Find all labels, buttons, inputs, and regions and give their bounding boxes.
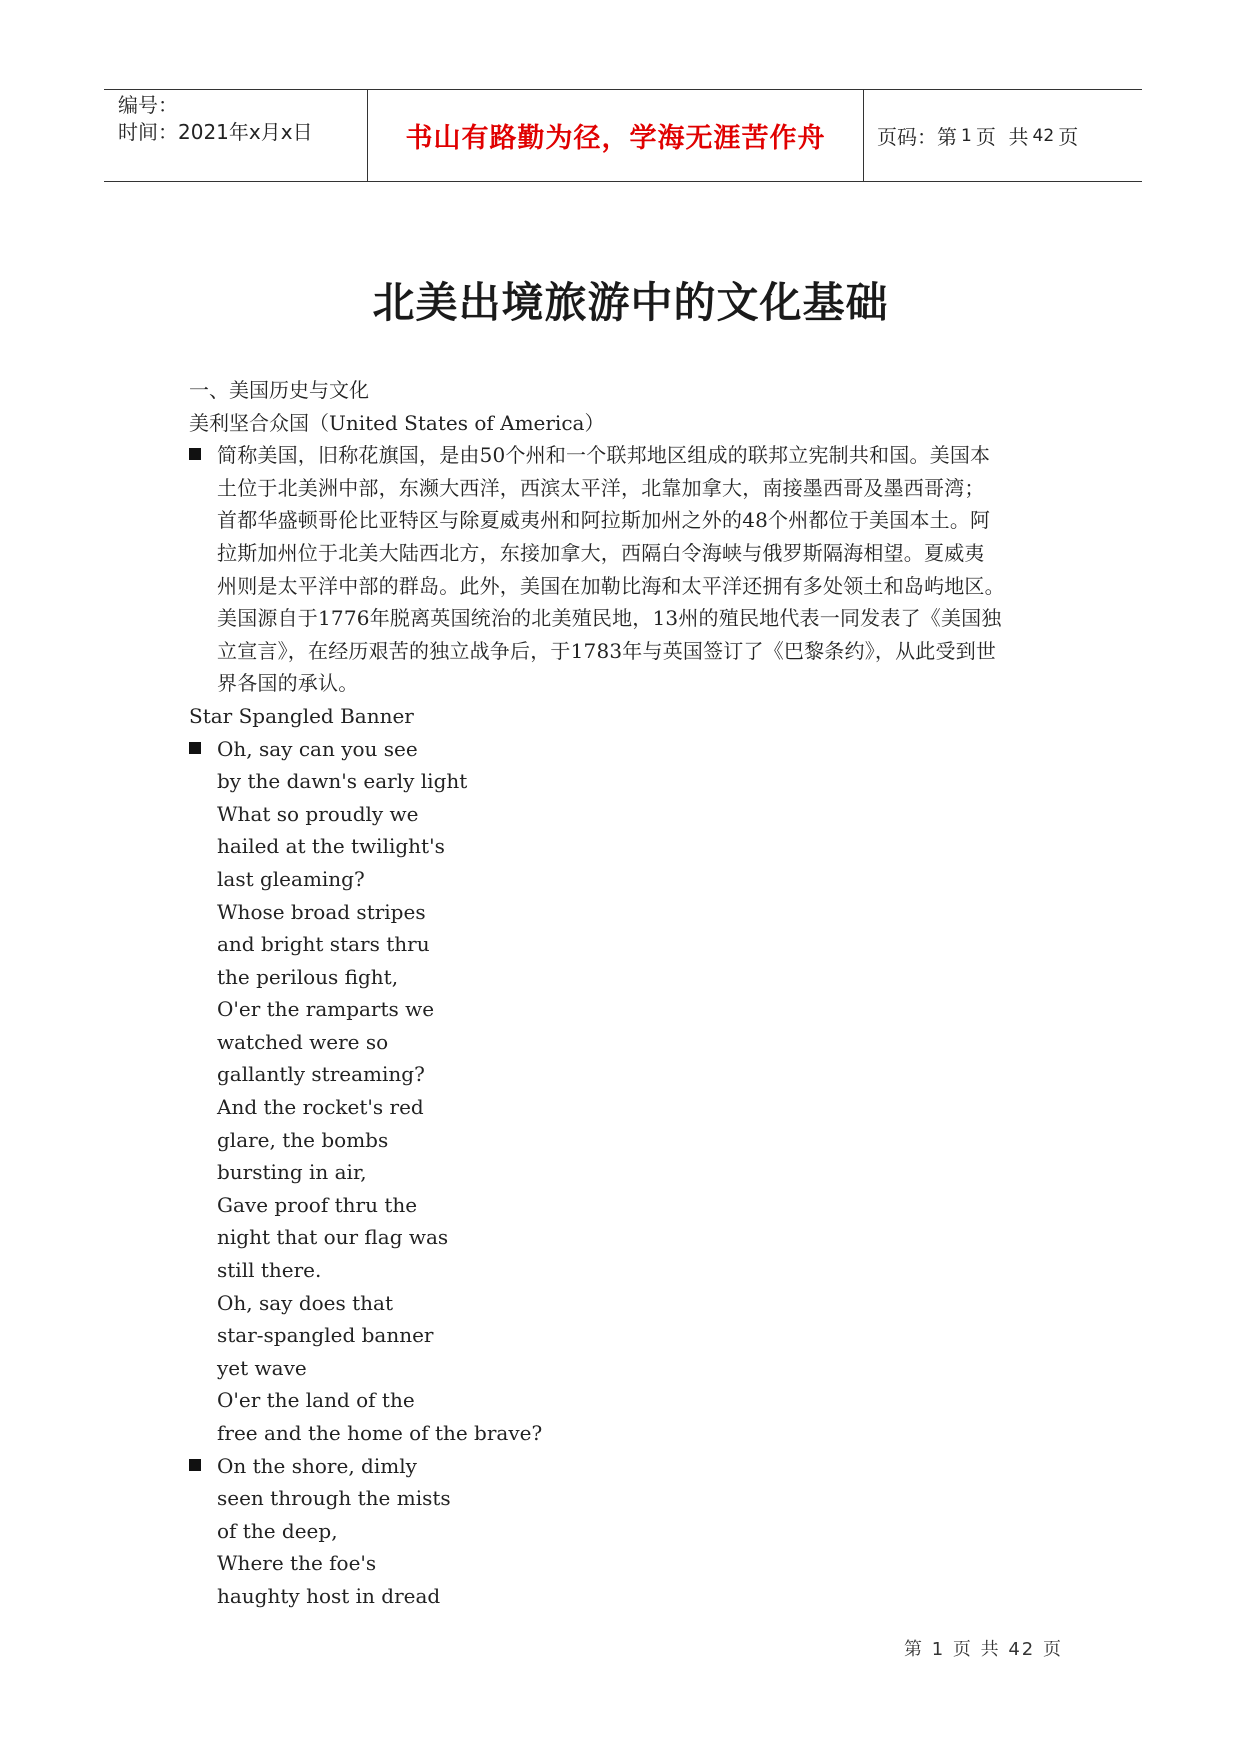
- text-line: Where the foe's: [217, 1551, 377, 1576]
- text-line: and bright stars thru: [217, 932, 430, 957]
- text-line: free and the home of the brave?: [217, 1421, 543, 1445]
- verse-1-bullet: [189, 733, 1069, 1450]
- page-total: 42: [1032, 125, 1055, 146]
- text-line: haughty host in dread: [217, 1583, 441, 1608]
- date-label: 时间：2021年x月x日: [118, 120, 313, 144]
- page-mid: 页 共: [975, 125, 1029, 149]
- verse-2: [217, 1450, 1069, 1613]
- text-line: 拉斯加州位于北美大陆西北方，东接加拿大，西隔白令海峡与俄罗斯隔海相望。夏威夷: [217, 540, 985, 565]
- text-line: What so proudly we: [217, 801, 419, 826]
- text-line: watched were so: [217, 1029, 389, 1054]
- verse-2-bullet: [189, 1450, 1069, 1613]
- page-suffix: 页: [1058, 125, 1079, 149]
- text-line: Oh, say does that: [217, 1290, 394, 1315]
- text-line: Oh, say can you see: [217, 736, 418, 761]
- header-page-info: [864, 90, 1142, 181]
- text-line: yet wave: [217, 1355, 307, 1380]
- document-title: 北美出境旅游中的文化基础: [372, 278, 889, 327]
- number-label: 编号：: [118, 93, 178, 117]
- text-line: 立宣言》，在经历艰苦的独立战争后，于1783年与英国签订了《巴黎条约》，从此受到世: [217, 638, 997, 663]
- text-line: O'er the ramparts we: [217, 997, 435, 1022]
- text-line: Gave proof thru the: [217, 1192, 418, 1217]
- text-line: And the rocket's red: [217, 1095, 424, 1120]
- text-line: O'er the land of the: [217, 1388, 415, 1413]
- text-line: On the shore, dimly: [217, 1453, 417, 1478]
- text-line: Whose broad stripes: [217, 899, 426, 924]
- text-line: by the dawn's early light: [217, 769, 468, 794]
- section-heading: 一、美国历史与文化: [189, 378, 369, 402]
- text-line: 土位于北美洲中部，东濒大西洋，西滨太平洋，北靠加拿大，南接墨西哥及墨西哥湾；: [217, 475, 985, 500]
- text-line: still there.: [217, 1258, 322, 1283]
- header-meta: [104, 90, 368, 181]
- document-body: [189, 374, 1069, 1613]
- text-line: hailed at the twilight's: [217, 834, 445, 859]
- page-current: 1: [961, 125, 972, 146]
- text-line: gallantly streaming?: [217, 1062, 425, 1087]
- text-line: night that our flag was: [217, 1225, 449, 1250]
- bullet-square-icon: [189, 448, 201, 460]
- text-line: bursting in air,: [217, 1160, 367, 1185]
- text-line: 美国源自于1776年脱离英国统治的北美殖民地，13州的殖民地代表一同发表了《美国独: [217, 606, 1002, 631]
- text-line: star-spangled banner: [217, 1323, 434, 1348]
- text-line: 简称美国，旧称花旗国，是由50个州和一个联邦地区组成的联邦立宪制共和国。美国本: [217, 443, 991, 468]
- text-line: 首都华盛顿哥伦比亚特区与除夏威夷州和阿拉斯加州之外的48个州都位于美国本土。阿: [217, 508, 991, 533]
- text-line: last gleaming?: [217, 866, 365, 891]
- text-line: glare, the bombs: [217, 1127, 389, 1152]
- page-prefix: 页码：第: [877, 125, 957, 149]
- header-motto: 书山有路勤为径，学海无涯苦作舟: [368, 90, 864, 181]
- document-header: [104, 89, 1142, 182]
- bullet-square-icon: [189, 742, 201, 754]
- anthem-title: Star Spangled Banner: [189, 703, 414, 728]
- text-line: 州则是太平洋中部的群岛。此外，美国在加勒比海和太平洋还拥有多处领土和岛屿地区。: [217, 573, 1005, 598]
- text-line: 界各国的承认。: [217, 671, 359, 696]
- intro-paragraph: [217, 439, 1069, 700]
- country-name: 美利坚合众国（United States of America）: [189, 410, 605, 435]
- bullet-square-icon: [189, 1459, 201, 1471]
- text-line: seen through the mists: [217, 1486, 451, 1511]
- text-line: the perilous fight,: [217, 964, 399, 989]
- intro-bullet: [189, 439, 1069, 700]
- text-line: of the deep,: [217, 1518, 338, 1543]
- verse-1: [217, 733, 1069, 1450]
- page-footer: 第 1 页 共 42 页: [904, 1639, 1063, 1660]
